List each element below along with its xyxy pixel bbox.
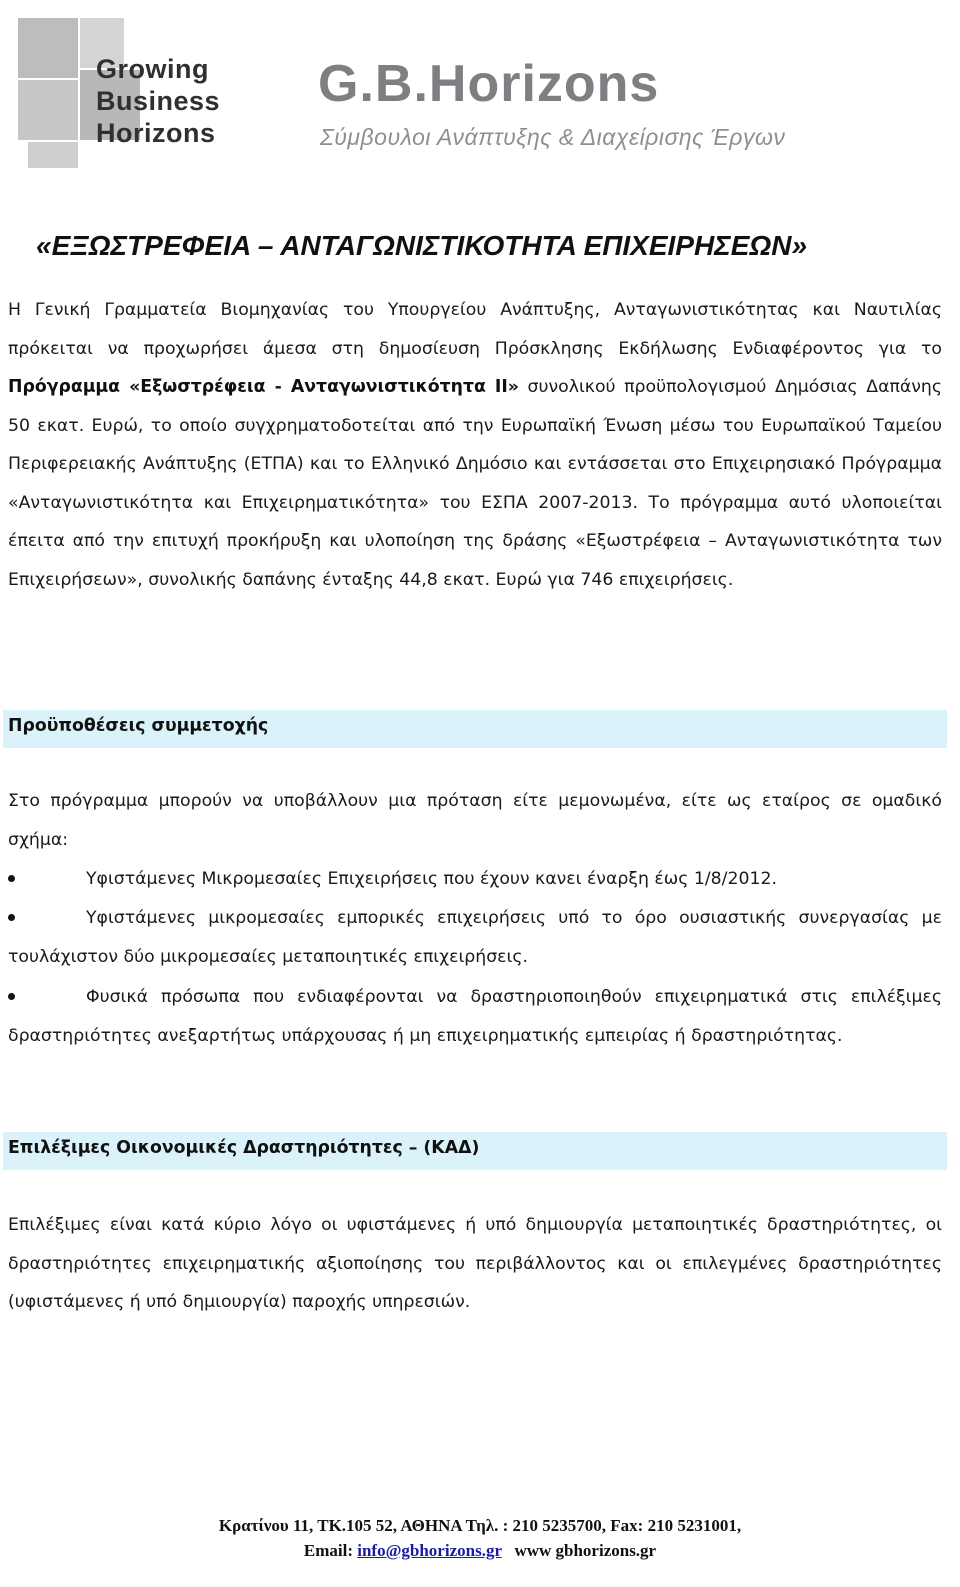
logo-word-business: Business [96, 86, 221, 116]
footer-contact [0, 1541, 960, 1561]
section-heading-participation [3, 710, 947, 748]
email-link[interactable]: info@gbhorizons.gr [357, 1541, 502, 1560]
intro-paragraph [8, 291, 942, 599]
bullet-icon [8, 914, 15, 921]
bullet-icon [8, 875, 15, 882]
document-title: «ΕΞΩΣΤΡΕΦΕΙΑ – ΑΝΤΑΓΩΝΙΣΤΙΚΟΤΗΤΑ ΕΠΙΧΕΙΡΗΣΕΩΝ» [36, 230, 808, 261]
brand-tagline: Σύμβουλοι Ανάπτυξης & Διαχείρισης Έργων [320, 124, 786, 150]
list-item [8, 860, 942, 899]
bullet-icon [8, 993, 15, 1000]
website-text: www gbhorizons.gr [514, 1541, 657, 1560]
participation-paragraph: Στο πρόγραμμα μπορούν να υποβάλλουν μια πρόταση είτε μεμονωμένα, είτε ως εταίρος σε ομαδικό σχήμα: [8, 791, 942, 850]
section-heading-text: Προϋποθέσεις συμμετοχής [8, 716, 269, 736]
gb-horizons-logo [318, 55, 918, 158]
email-label: Email: [303, 1541, 353, 1560]
list-item-text: Υφιστάμενες μικρομεσαίες εμπορικές επιχειρήσεις υπό το όρο ουσιαστικής συνεργασίας με τουλάχιστον δύο μικρομεσαίες μεταποιητικές επιχειρήσεις. [8, 908, 942, 967]
intro-text-1: Η Γενική Γραμματεία Βιομηχανίας του Υπουργείου Ανάπτυξης, Ανταγωνιστικότητας και Ναυτιλίας πρόκειται να προχωρήσει άμεσα στη δημοσίευση Πρόσκλησης Εκδήλωσης Ενδιαφέροντος για το [8, 300, 942, 359]
brand-name: G.B.Horizons [318, 55, 660, 113]
section-heading-text: Επιλέξιμες Οικονομικές Δραστηριότητες – (ΚΑΔ) [8, 1138, 480, 1158]
growing-business-horizons-logo [18, 18, 240, 168]
section-heading-eligible-activities [3, 1132, 947, 1170]
intro-text-2: συνολικού προϋπολογισμού Δημόσιας Δαπάνης 50 εκατ. Ευρώ, το οποίο συγχρηματοδοτείται από την Ευρωπαϊκή Ένωση μέσω του Ευρωπαϊκού Ταμείου Περιφερειακής Ανάπτυξης (ΕΤΠΑ) και το Ελληνικό Δημόσιο και εντάσσεται στο Επιχειρησιακό Πρόγραμμα «Ανταγωνιστικότητα και Επιχειρηματικότητα» του ΕΣΠΑ 2007-2013. Το πρόγραμμα αυτό υλοποιείται έπειτα από την επιτυχή προκήρυξη και υλοποίηση της δράσης «Εξωστρέφεια – Ανταγωνιστικότητα των Επιχειρήσεων», συνολικής δαπάνης ένταξης 44,8 εκατ. Ευρώ για 746 επιχειρήσεις. [8, 377, 943, 590]
footer-address: Κρατίνου 11, ΤΚ.105 52, ΑΘΗΝΑ Τηλ. : 210 5235700, Fax: 210 5231001, [218, 1516, 742, 1535]
logo-word-horizons: Horizons [96, 118, 216, 148]
list-item [8, 899, 942, 976]
list-item [8, 978, 942, 1055]
list-item-text: Φυσικά πρόσωπα που ενδιαφέρονται να δραστηριοποιηθούν επιχειρηματικά στις επιλέξιμες δραστηριότητες ανεξαρτήτως υπάρχουσας ή μη επιχειρηματικής εμπειρίας ή δραστηριότητας. [8, 987, 942, 1046]
logo-word-growing: Growing [96, 54, 209, 84]
eligible-activities-paragraph: Επιλέξιμες είναι κατά κύριο λόγο οι υφιστάμενες ή υπό δημιουργία μεταποιητικές δραστηριότητες, οι δραστηριότητες επιχειρηματικής αξιοποίησης του περιβάλλοντος και οι επιλεγμένες δραστηριότητες (υφιστάμενες ή υπό δημιουργία) παροχής υπηρεσιών. [8, 1215, 942, 1312]
list-item-text: Υφιστάμενες Μικρομεσαίες Επιχειρήσεις που έχουν κανει έναρξη έως 1/8/2012. [86, 869, 777, 889]
program-name: Πρόγραμμα «Εξωστρέφεια - Ανταγωνιστικότητα ΙΙ» [8, 377, 519, 397]
